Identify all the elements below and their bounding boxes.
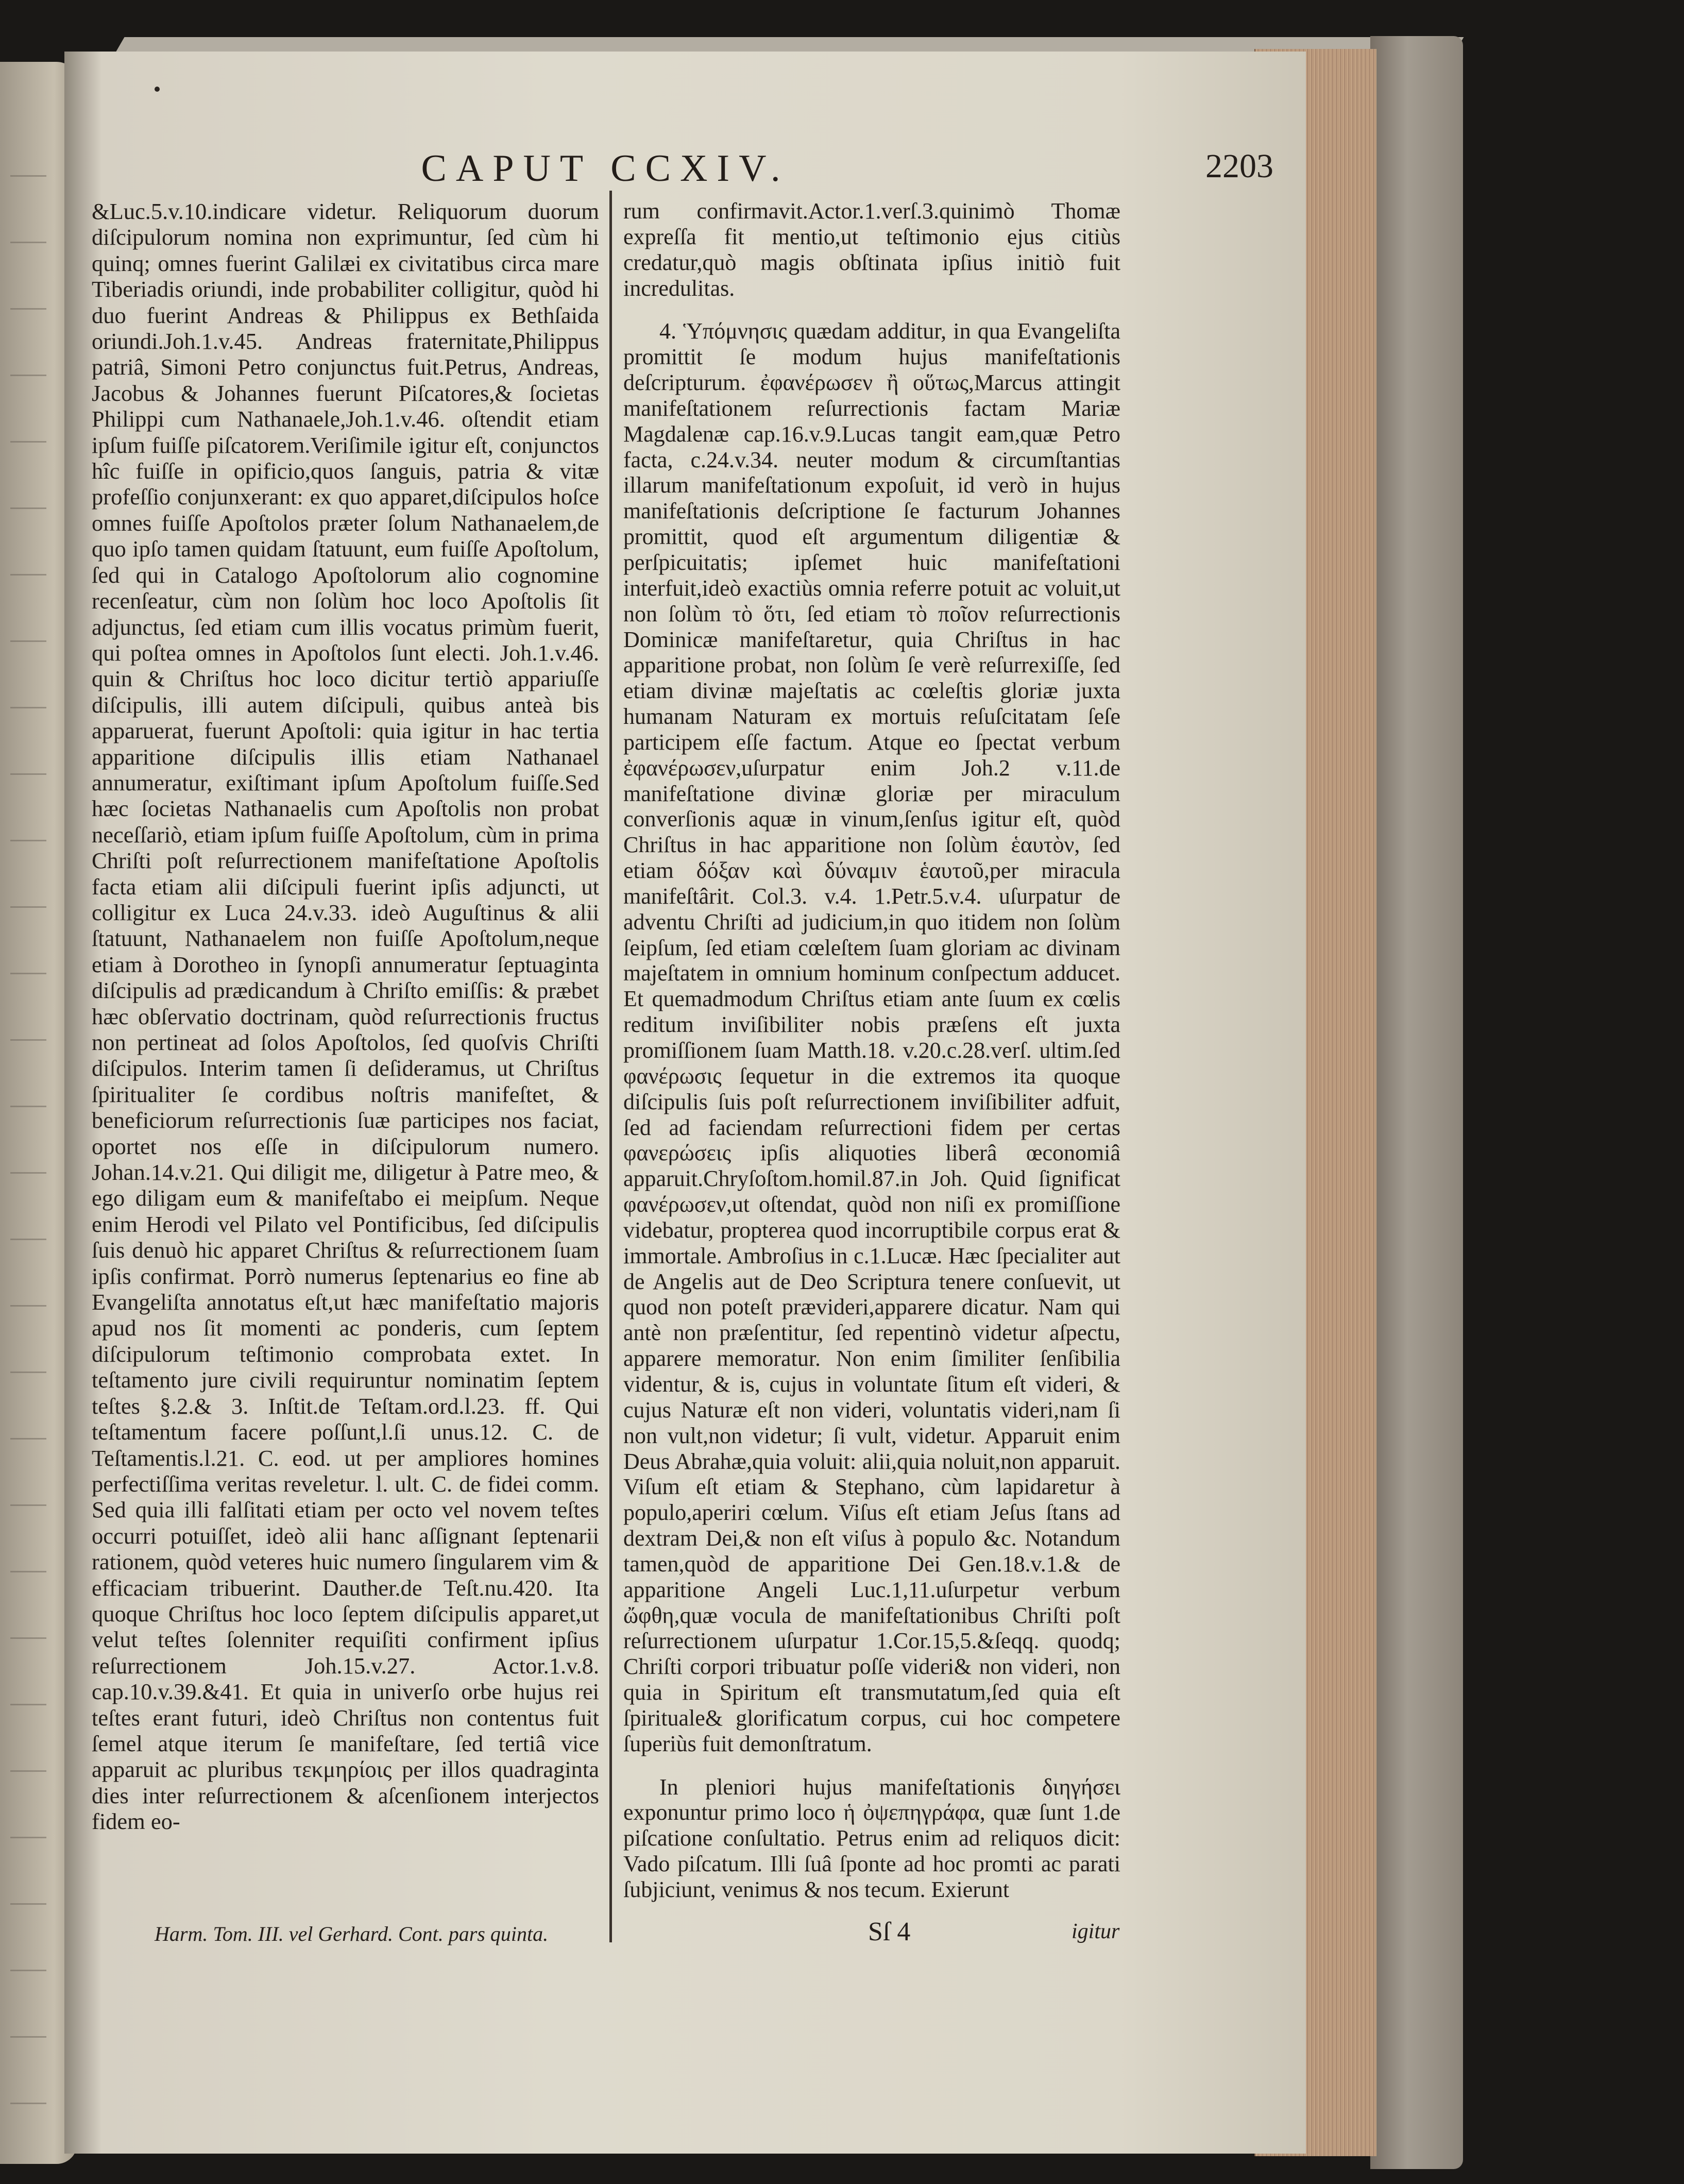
page-number: 2203 <box>1205 147 1273 185</box>
book-cover <box>1370 36 1463 2169</box>
catchword: igitur <box>1071 1920 1120 1943</box>
paragraph-fuller-narration: In pleniori hujus manifeſtationis διηγήσει exponuntur primo loco ἡ ὀψεπηγράφα, quæ ſunt 1.de piſcatione conſultatio. Petrus enim ad reliquos dicit: Vado piſcatum. Illi ſuâ ſponte ad hoc promti ac parati ſubjiciunt, venimus & nos tecum. Exierunt <box>623 1774 1120 1902</box>
right-column-continuation: rum confirmavit.Actor.1.verſ.3.quinimò Thomæ expreſſa fit mentio,ut teſtimonio ejus citiùs credatur,quò magis obſtinata ipſius initiò fuit incredulitas. <box>623 198 1120 301</box>
left-column <box>92 198 599 1835</box>
ink-dot <box>155 87 160 92</box>
column-rule <box>609 191 612 1942</box>
footer-note: Harm. Tom. III. vel Gerhard. Cont. pars quinta. <box>155 1922 549 1945</box>
signature-mark: Sſ 4 <box>868 1917 911 1946</box>
right-column <box>623 198 1120 1903</box>
running-head: CAPUT CCXIV. <box>421 147 790 190</box>
left-page-text-remnants <box>10 175 62 2169</box>
left-column-text: &Luc.5.v.10.indicare videtur. Reliquorum duorum diſcipulorum nomina non exprimuntur, ſed cùm hi quinq; omnes fuerint Galilæi ex civitatibus circa mare Tiberiadis oriundi, inde probabiliter colligitur, quòd hi duo fuerint Andreas & Philippus ex Bethſaida oriundi.Joh.1.v.45. Andreas fraternitate,Philippus patriâ, Simoni Petro conjunctus fuit.Petrus, Andreas, Jacobus & Johannes fuerunt Piſcatores,& ſocietas Philippi cum Nathanaele,Joh.1.v.46. oſtendit etiam ipſum fuiſſe piſcatorem.Veriſimile igitur eſt, conjunctos hîc fuiſſe in opificio,quos ſanguis, patria & vitæ profeſſio conjunxerant: ex quo apparet,diſcipulos hoſce omnes fuiſſe Apoſtolos præter ſolum Nathanaelem,de quo ipſo tamen quidam ſtatuunt, eum fuiſſe Apoſtolum, ſed qui in Catalogo Apoſtolorum alio cognomine recenſeatur, cùm non ſolùm hoc loco Apoſtolis ſit adjunctus, ſed etiam cum illis vocatus primùm fuerit, qui poſtea omnes in Apoſtolos ſunt electi. Joh.1.v.46. quin & Chriſtus hoc loco dicitur tertiò appariuſſe diſcipulis, illi autem diſcipuli, quibus anteà bis apparuerat, fuerunt Apoſtoli: quia igitur in hac tertia apparitione diſcipulis illis etiam Nathanael annumeratur, exiſtimant ipſum Apoſtolum fuiſſe.Sed hæc ſocietas Nathanaelis cum Apoſtolis non probat neceſſariò, etiam ipſum fuiſſe Apoſtolum, cùm in prima Chriſti poſt reſurrectionem manifeſtatione Apoſtolis facta etiam alii diſcipuli fuerint ipſis adjuncti, ut colligitur ex Luca 24.v.33. ideò Auguſtinus & alii ſtatuunt, Nathanaelem non fuiſſe Apoſtolum,neque etiam à Dorotheo in ſynopſi annumeratur ſeptuaginta diſcipulis ad prædicandum à Chriſto emiſſis: & præbet hæc obſervatio doctrinam, quòd reſurrectionis fructus non pertineat ad ſolos Apoſtolos, ſed quoſvis Chriſti diſcipulos. Interim tamen ſi deſideramus, ut Chriſtus ſpiritualiter ſe cordibus noſtris manifeſtet, & beneficiorum reſurrectionis ſuæ participes nos faciat, oportet nos eſſe in diſcipulorum numero. Johan.14.v.21. Qui diligit me, diligetur à Patre meo, & ego diligam eum & manifeſtabo ei meipſum. Neque enim Herodi vel Pilato vel Pontificibus, ſed diſcipulis ſuis denuò hic apparet Chriſtus & reſurrectionem ſuam ipſis confirmat. Porrò numerus ſeptenarius eo fine ab Evangeliſta annotatus eſt,ut hæc manifeſtatio majoris apud nos ſit momenti ac ponderis, cum ſeptem diſcipulorum teſtimonio comprobata extet. In teſtamento jure civili requiruntur nominatim ſeptem teſtes §.2.& 3. Inſtit.de Teſtam.ord.l.23. ff. Qui teſtamentum facere poſſunt,l.ſi unus.12. C. de Teſtamentis.l.21. C. eod. ut per ampliores homines perfectiſſima veritas reveletur. l. ult. C. de fidei comm. Sed quia illi falſitati etiam per octo vel novem teſtes occurri potuiſſet, ideò alii hanc aſſignant ſeptenarii rationem, quòd veteres huic numero ſingularem vim & efficaciam tribuerint. Dauther.de Teſt.nu.420. Ita quoque Chriſtus hoc loco ſeptem diſcipulis apparet,ut velut teſtes ſolenniter requiſiti confirment ipſius reſurrectionem Joh.15.v.27. Actor.1.v.8. cap.10.v.39.&41. Et quia in univerſo orbe hujus rei teſtes erant futuri, ideò Chriſtus non contentus fuit ſemel atque iterum ſe manifeſtare, ſed tertiâ vice apparuit ac pluribus τεκμηρίοις per illos quadraginta dies inter reſurrectionem & aſcenſionem interjectos fidem eo- <box>92 198 599 1835</box>
paragraph-4: 4. Ὑπόμνησις quædam additur, in qua Evangeliſta promittit ſe modum hujus manifeſtationis deſcripturum. ἐφανέρωσεν ἢ οὕτως,Marcus attingit manifeſtationem reſurrectionis factam Mariæ Magdalenæ cap.16.v.9.Lucas tangit eam,quæ Petro facta, c.24.v.34. neuter modum & circumſtantias illarum manifeſtationum expoſuit, id verò in hujus manifeſtationis deſcriptione ſe facturum Johannes promittit, quod eſt argumentum diligentiæ & perſpicuitatis; ipſemet huic manifeſtationi interfuit,ideò exactiùs omnia referre potuit ac voluit,ut non ſolùm τὸ ὅτι, ſed etiam τὸ ποῖον reſurrectionis Dominicæ manifeſtaretur, quia Chriſtus in hac apparitione probat, non ſolùm ſe verè reſurrexiſſe, ſed etiam divinæ majeſtatis ac cœleſtis gloriæ juxta humanam Naturam ex mortuis reſuſcitatam ſeſe participem eſſe factum. Atque eo ſpectat verbum ἐφανέρωσεν,uſurpatur enim Joh.2 v.11.de manifeſtatione divinæ gloriæ per miraculum converſionis aquæ in vinum,ſenſus igitur eſt, quòd Chriſtus in hac apparitione non ſolùm ἑαυτὸν, ſed etiam δόξαν καὶ δύναμιν ἑαυτοῦ,per miracula manifeſtârit. Col.3. v.4. 1.Petr.5.v.4. uſurpatur de adventu Chriſti ad judicium,in quo itidem non ſolùm ſeipſum, ſed etiam cœleſtem ſuam gloriam ac divinam majeſtatem in omnium hominum conſpectum adducet. Et quemadmodum Chriſtus etiam ante ſuum ex cœlis reditum inviſibiliter nobis præſens eſt juxta promiſſionem ſuam Matth.18. v.20.c.28.verſ. ultim.ſed φανέρωσις ſequetur in die extremos ita quoque diſcipulis ſuis poſt reſurrectionem inviſibiliter adfuit, ſed ad faciendam reſurrectioni fidem per certas φανερώσεις ipſis aliquoties liberâ œconomiâ apparuit.Chryſoſtom.homil.87.in Joh. Quid ſignificat φανέρωσεν,ut oſtendat, quòd non niſi ex promiſſione videbatur, propterea quod incorruptibile corpus erat & immortale. Ambroſius in c.1.Lucæ. Hæc ſpecialiter aut de Angelis aut de Deo Scriptura tenere conſuevit, ut quod non poteſt prævideri,apparere dicatur. Nam qui antè non præſentitur, ſed repentinò videtur aſpectu, apparere memoratur. Non enim ſimiliter ſenſibilia videntur, & is, cujus in voluntate ſitum eſt videri, & cujus Naturæ eſt non videri, voluntatis videri,nam ſi non vult,non videtur; ſi vult, videtur. Apparuit enim Deus Abrahæ,quia voluit: alii,quia noluit,non apparuit. Viſum eſt etiam & Stephano, cùm lapidaretur à populo,aperiri cœlum. Viſus eſt etiam Jeſus ſtans ad dextram Dei,& non eſt viſus à populo &c. Notandum tamen,quòd de apparitione Dei Gen.18.v.1.& de apparitione Angeli Luc.1,11.uſurpetur verbum ὤφθη,quæ vocula de manifeſtationibus Chriſti poſt reſurrectionem uſurpatur 1.Cor.15,5.&ſeqq. quodq; Chriſti corpori tribuatur poſſe videri& non videri, non quia in Spiritum eſt transmutatum,ſed quia eſt ſpirituale& glorificatum corpus, cui hoc competere ſuperiùs fuit demonſtratum. <box>623 318 1120 1756</box>
